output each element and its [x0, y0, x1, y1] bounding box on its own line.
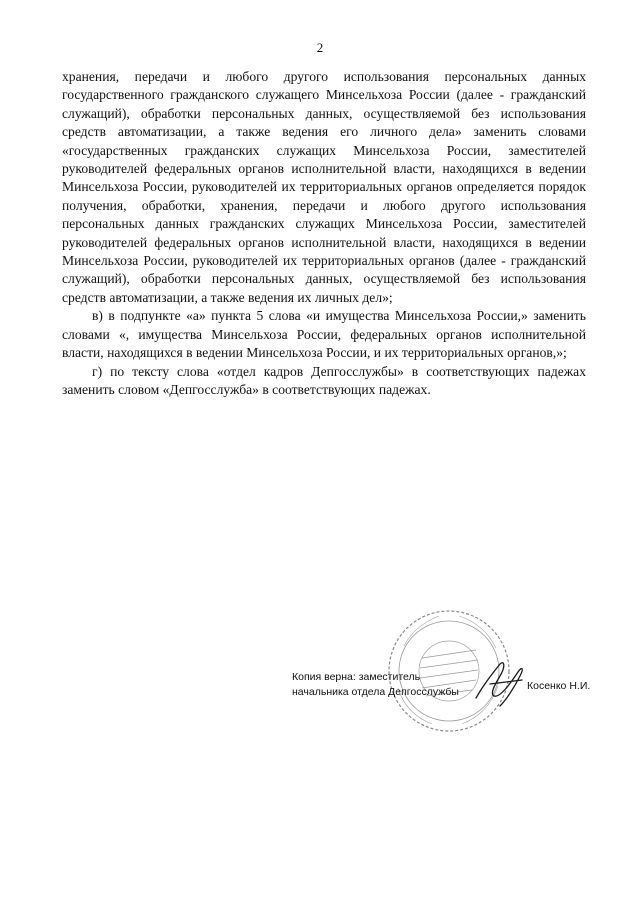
document-body [62, 68, 586, 399]
page-number: 2 [316, 40, 324, 55]
certification-line-1: Копия верна: заместитель [292, 671, 421, 683]
handwritten-signature [470, 654, 530, 712]
paragraph-item-g: г) по тексту слова «отдел кадров Депгосслужбы» в соответствующих падежах заменить словом «Депгосслужба» в соответствующих падежах. [62, 363, 586, 397]
signer-name: Косенко Н.И. [527, 680, 591, 692]
certification-line-2: начальника отдела Депгосслужбы [292, 686, 459, 698]
paragraph-continuation: хранения, передачи и любого другого использования персональных данных государственного гражданского служащего Минсельхоза России (далее - гражданский служащий), обработки персональных данных, осуществляемой без использования средств автоматизации, а также ведения его личного дела» заменить словами «государственных гражданских служащих Минсельхоза России, заместителей руководителей федеральных органов исполнительной власти, находящихся в ведении Минсельхоза России, руководителей их территориальных органов определяется порядок получения, обработки, хранения, передачи и любого другого использования персональных данных гражданских служащих Минсельхоза России, заместителей руководителей федеральных органов исполнительной власти, находящихся в ведении Минсельхоза России, руководителей их территориальных органов (далее - гражданский служащий), обработки персональных данных, осуществляемой без использования средств автоматизации, а также ведения их личных дел»; [62, 69, 586, 305]
certification-block [292, 670, 459, 700]
paragraph-item-v: в) в подпункте «а» пункта 5 слова «и имущества Минсельхоза России,» заменить словами «, имущества Минсельхоза России, федеральных органов исполнительной власти, находящихся в ведении Минсельхоза России, и их территориальных органов,»; [62, 308, 586, 361]
